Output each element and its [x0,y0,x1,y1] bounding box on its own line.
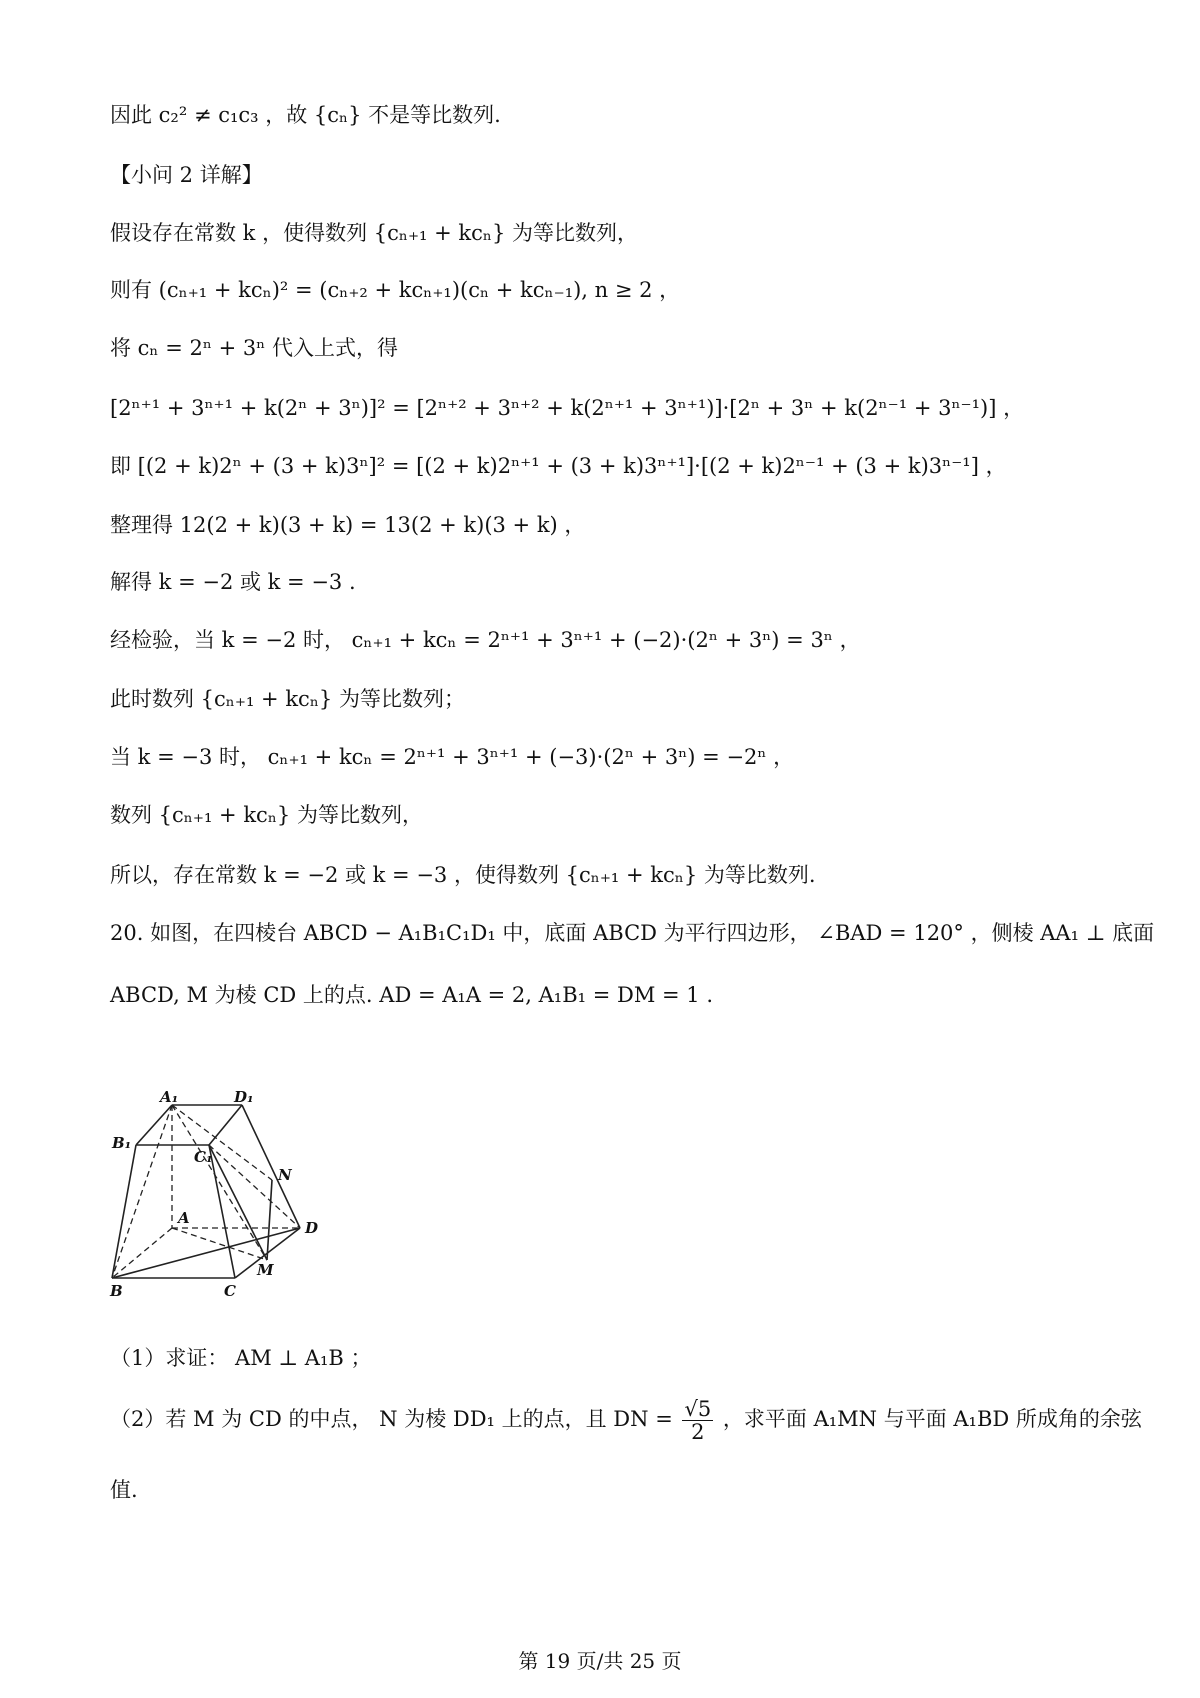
text-line: 则有 (cₙ₊₁ + kcₙ)² = (cₙ₊₂ + kcₙ₊₁)(cₙ + kcₙ₋₁), n ≥ 2 ， [110,278,681,302]
text-line: 因此 c₂² ≠ c₁c₃ ，故 {cₙ} 不是等比数列. [110,103,501,127]
text-line: 经检验，当 k = −2 时， cₙ₊₁ + kcₙ = 2ⁿ⁺¹ + 3ⁿ⁺¹ + (−2)·(2ⁿ + 3ⁿ) = 3ⁿ ， [110,628,861,652]
label-b: B [110,1282,123,1300]
label-a: A [178,1209,190,1227]
label-b1: B₁ [112,1134,132,1152]
q2-text-before: （2）若 M 为 CD 的中点， N 为棱 DD₁ 上的点，且 DN = [110,1407,680,1431]
frustum-figure [112,1090,342,1304]
text-line: 当 k = −3 时， cₙ₊₁ + kcₙ = 2ⁿ⁺¹ + 3ⁿ⁺¹ + (−3)·(2ⁿ + 3ⁿ) = −2ⁿ ， [110,745,795,769]
text-line: 解得 k = −2 或 k = −3 . [110,570,356,594]
frustum-diagram [112,1090,342,1300]
text-line: 将 cₙ = 2ⁿ + 3ⁿ 代入上式，得 [110,336,398,360]
problem-statement: 20. 如图，在四棱台 ABCD − A₁B₁C₁D₁ 中，底面 ABCD 为平行四边形， ∠BAD = 120° ，侧棱 AA₁ ⊥ 底面 [110,921,1155,945]
page-footer: 第 19 页/共 25 页 [518,1649,682,1673]
label-n: N [278,1166,292,1184]
text-line: 整理得 12(2 + k)(3 + k) = 13(2 + k)(3 + k) ， [110,513,586,537]
text-line: 数列 {cₙ₊₁ + kcₙ} 为等比数列， [110,803,423,827]
label-a1: A₁ [160,1088,179,1106]
text-line: 假设存在常数 k ，使得数列 {cₙ₊₁ + kcₙ} 为等比数列， [110,221,639,245]
label-d1: D₁ [234,1088,254,1106]
text-line: 此时数列 {cₙ₊₁ + kcₙ} 为等比数列； [110,687,465,711]
label-d: D [305,1219,319,1237]
problem-statement: ABCD, M 为棱 CD 上的点. AD = A₁A = 2, A₁B₁ = DM = 1 . [110,983,714,1007]
q2-text-after: ，求平面 A₁MN 与平面 A₁BD 所成角的余弦 [716,1407,1142,1431]
fraction-denominator: 2 [691,1420,705,1444]
section-heading: 【小问 2 详解】 [110,163,263,187]
label-m: M [257,1261,274,1279]
label-c1: C₁ [194,1148,213,1166]
label-c: C [224,1282,236,1300]
equation-line: [2ⁿ⁺¹ + 3ⁿ⁺¹ + k(2ⁿ + 3ⁿ)]² = [2ⁿ⁺² + 3ⁿ⁺² + k(2ⁿ⁺¹ + 3ⁿ⁺¹)]·[2ⁿ + 3ⁿ + k(2ⁿ⁻¹ + 3ⁿ⁻¹)] ， [110,396,1025,420]
equation-line: 即 [(2 + k)2ⁿ + (3 + k)3ⁿ]² = [(2 + k)2ⁿ⁺¹ + (3 + k)3ⁿ⁺¹]·[(2 + k)2ⁿ⁻¹ + (3 + k)3ⁿ⁻¹] ， [110,454,1007,478]
text-line: 所以，存在常数 k = −2 或 k = −3 ，使得数列 {cₙ₊₁ + kcₙ} 为等比数列. [110,863,816,887]
fraction-numerator: √5 [684,1397,712,1421]
subquestion-1: （1）求证： AM ⊥ A₁B ； [110,1346,372,1370]
subquestion-2 [110,1395,1142,1444]
fraction [682,1398,713,1443]
subquestion-2-continued: 值. [110,1478,138,1502]
